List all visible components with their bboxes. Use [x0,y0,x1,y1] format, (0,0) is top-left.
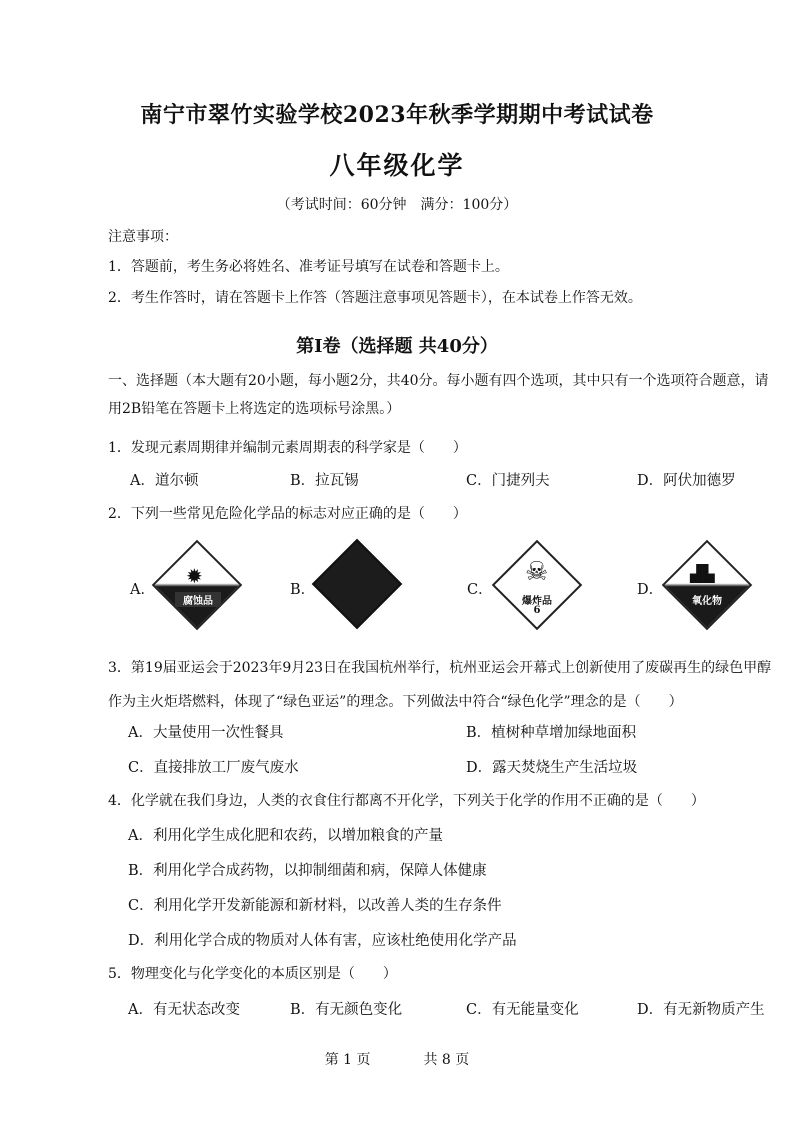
exam-subject: 八年级化学 [329,151,465,180]
oxidizer-fill [665,543,750,628]
q1-option-d: D．阿伏加德罗 [637,473,736,489]
q5-option-a: A．有无状态改变 [128,1002,240,1018]
q3-option-c: C．直接排放工厂废气废水 [128,760,299,776]
oxidizer-diamond [662,540,753,631]
corrosive-label: 腐蚀品 [175,592,221,607]
q1-option-b: B．拉瓦锡 [290,473,359,489]
page-footer [0,1049,794,1069]
q4-option-b: B．利用化学合成药物，以抑制细菌和病，保障人体健康 [128,863,487,879]
q2-option-c: C． [467,582,493,598]
splash-icon: ✹ [186,564,203,588]
q3-option-b: B．植树种草增加绿地面积 [466,725,637,741]
question-2-stem: 2．下列一些常见危险化学品的标志对应正确的是（ ） [108,506,467,522]
black-diamond-sign [312,539,403,630]
section-title: 第Ⅰ卷（选择题 共40分） [296,336,498,357]
question-5-stem: 5．物理变化与化学变化的本质区别是（ ） [108,966,397,982]
oxidizer-label: 氧化物 [692,596,722,607]
question-1-stem: 1．发现元素周期律并编制元素周期表的科学家是（ ） [108,440,467,456]
q2-option-b: B． [290,582,316,598]
notes-heading: 注意事项： [108,229,178,245]
q5-option-b: B．有无颜色变化 [290,1002,403,1018]
q1-option-a: A．道尔顿 [130,473,199,489]
q4-option-a: A．利用化学生成化肥和农药，以增加粮食的产量 [128,828,443,844]
q1-option-c: C．门捷列夫 [466,473,550,489]
q3-option-a: A．大量使用一次性餐具 [128,725,284,741]
exam-title: 南宁市翠竹实验学校2023年秋季学期期中考试试卷 [140,102,654,128]
page-number: 第 1 页 [324,1052,371,1068]
section-intro: 一、选择题（本大题有20小题，每小题2分，共40分。每小题有四个选项，其中只有一个选项符合题意，请用2B铅笔在答题卡上将选定的选项标号涂黑。） [108,373,769,417]
corrosion-icon: ▟▙ [690,564,715,583]
question-3-stem: 3．第19届亚运会于2023年9月23日在我国杭州举行，杭州亚运会开幕式上创新使用了废碳再生的绿色甲醇作为主火炬塔燃料，体现了“绿色亚运”的理念。下列做法中符合“绿色化学”理念的是（ ） [108,660,772,710]
explosive-class: 6 [533,605,541,616]
skull-icon: ☠ [525,557,549,587]
explosive-label: 爆炸品 [522,596,552,607]
note-item-2: 2．考生作答时，请在答题卡上作答（答题注意事项见答题卡），在本试卷上作答无效。 [108,290,642,306]
q5-option-c: C．有无能量变化 [466,1002,579,1018]
note-item-1: 1．答题前，考生务必将姓名、准考证号填写在试卷和答题卡上。 [108,259,509,275]
question-4-stem: 4．化学就在我们身边，人类的衣食住行都离不开化学，下列关于化学的作用不正确的是（ ） [108,793,705,809]
q2-option-a: A． [130,582,155,598]
q4-option-d: D．利用化学合成的物质对人体有害，应该杜绝使用化学产品 [128,933,517,949]
q4-option-c: C．利用化学开发新能源和新材料，以改善人类的生存条件 [128,898,502,914]
q2-option-d: D． [637,582,664,598]
exam-info: （考试时间：60分钟 满分：100分） [276,197,518,213]
total-pages: 共 8 页 [423,1052,470,1068]
q3-option-d: D．露天焚烧生产生活垃圾 [466,760,638,776]
q5-option-d: D．有无新物质产生 [637,1002,765,1018]
